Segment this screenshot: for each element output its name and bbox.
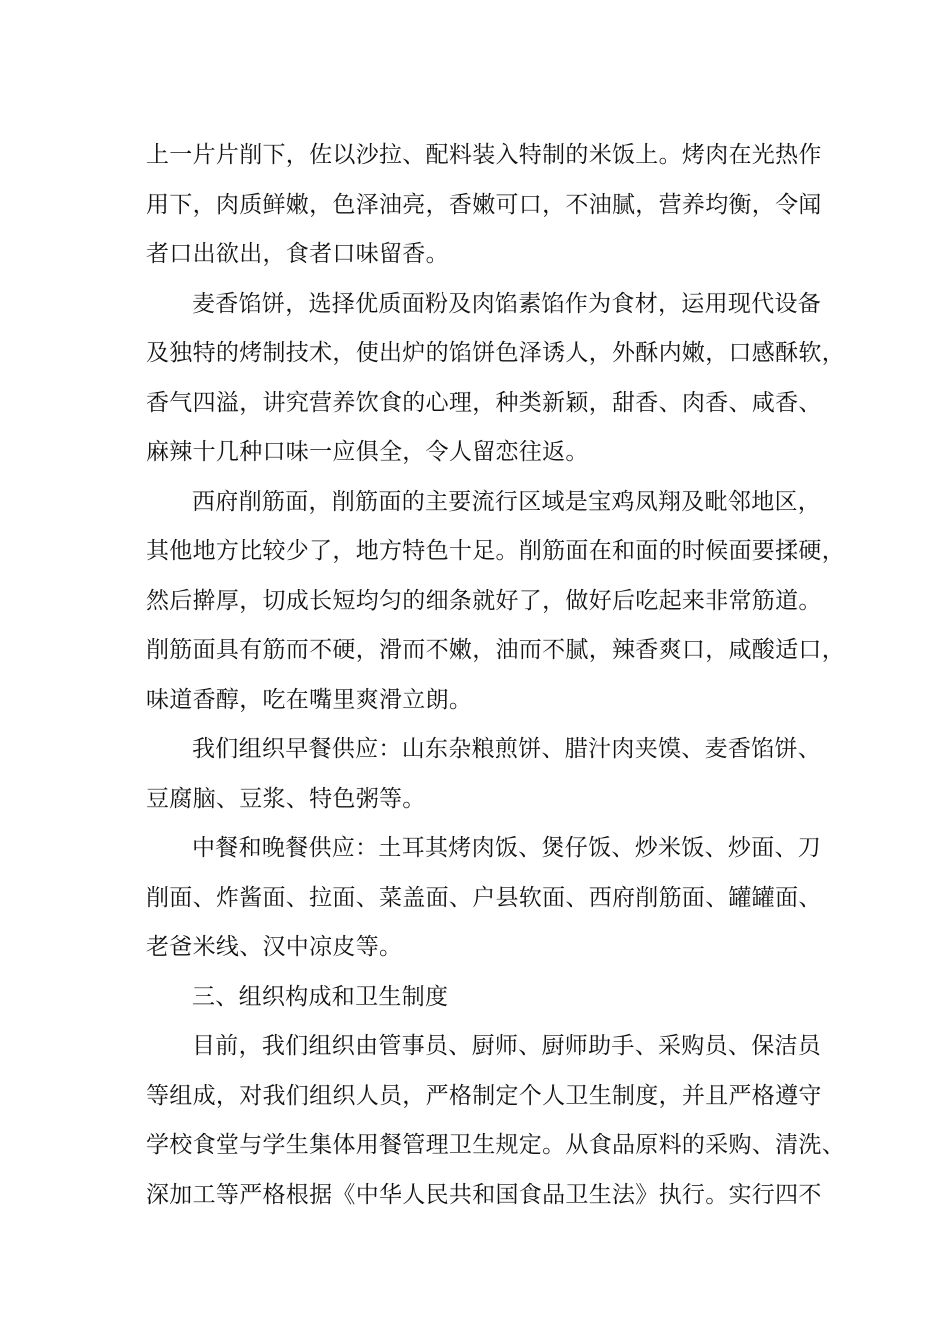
paragraph-first-line: 目前，我们组织由管事员、厨师、厨师助手、采购员、保洁员 [192, 1033, 822, 1059]
document-body [146, 131, 845, 1220]
text-line: 豆腐脑、豆浆、特色粥等。 [146, 785, 426, 812]
text-line: 削面、炸酱面、拉面、菜盖面、户县软面、西府削筋面、罐罐面、 [146, 884, 822, 911]
text-line: 及独特的烤制技术，使出炉的馅饼色泽诱人，外酥内嫩，口感酥软， [146, 340, 845, 366]
text-line: 削筋面具有筋而不硬，滑而不嫩，油而不腻，辣香爽口，咸酸适口， [146, 637, 845, 663]
paragraph-first-line: 中餐和晚餐供应：土耳其烤肉饭、煲仔饭、炒米饭、炒面、刀 [192, 835, 822, 861]
text-line: 老爸米线、汉中凉皮等。 [146, 934, 403, 960]
text-line: 上一片片削下，佐以沙拉、配料装入特制的米饭上。烤肉在光热作 [146, 142, 822, 168]
text-line: 深加工等严格根据《中华人民共和国食品卫生法》执行。实行四不 [146, 1181, 822, 1208]
text-line: 者口出欲出，食者口味留香。 [146, 241, 449, 267]
paragraph-first-line: 麦香馅饼，选择优质面粉及肉馅素馅作为食材，运用现代设备 [192, 290, 822, 317]
text-line: 其他地方比较少了，地方特色十足。削筋面在和面的时候面要揉硬， [146, 538, 845, 564]
text-line: 香气四溢，讲究营养饮食的心理，种类新颖，甜香、肉香、咸香、 [146, 389, 822, 416]
text-line: 麻辣十几种口味一应俱全，令人留恋往返。 [146, 439, 589, 465]
text-line: 然后擀厚，切成长短均匀的细条就好了，做好后吃起来非常筋道。 [146, 587, 822, 614]
text-line: 味道香醇，吃在嘴里爽滑立朗。 [146, 686, 473, 713]
section-heading: 三、组织构成和卫生制度 [192, 983, 449, 1010]
paragraph-first-line: 西府削筋面，削筋面的主要流行区域是宝鸡凤翔及毗邻地区， [192, 488, 822, 515]
text-line: 用下，肉质鲜嫩，色泽油亮，香嫩可口，不油腻，营养均衡，令闻 [146, 191, 822, 218]
paragraph-first-line: 我们组织早餐供应：山东杂粮煎饼、腊汁肉夹馍、麦香馅饼、 [192, 736, 822, 762]
text-line: 等组成，对我们组织人员，严格制定个人卫生制度，并且严格遵守 [146, 1082, 822, 1109]
text-line: 学校食堂与学生集体用餐管理卫生规定。从食品原料的采购、清洗、 [146, 1132, 845, 1158]
